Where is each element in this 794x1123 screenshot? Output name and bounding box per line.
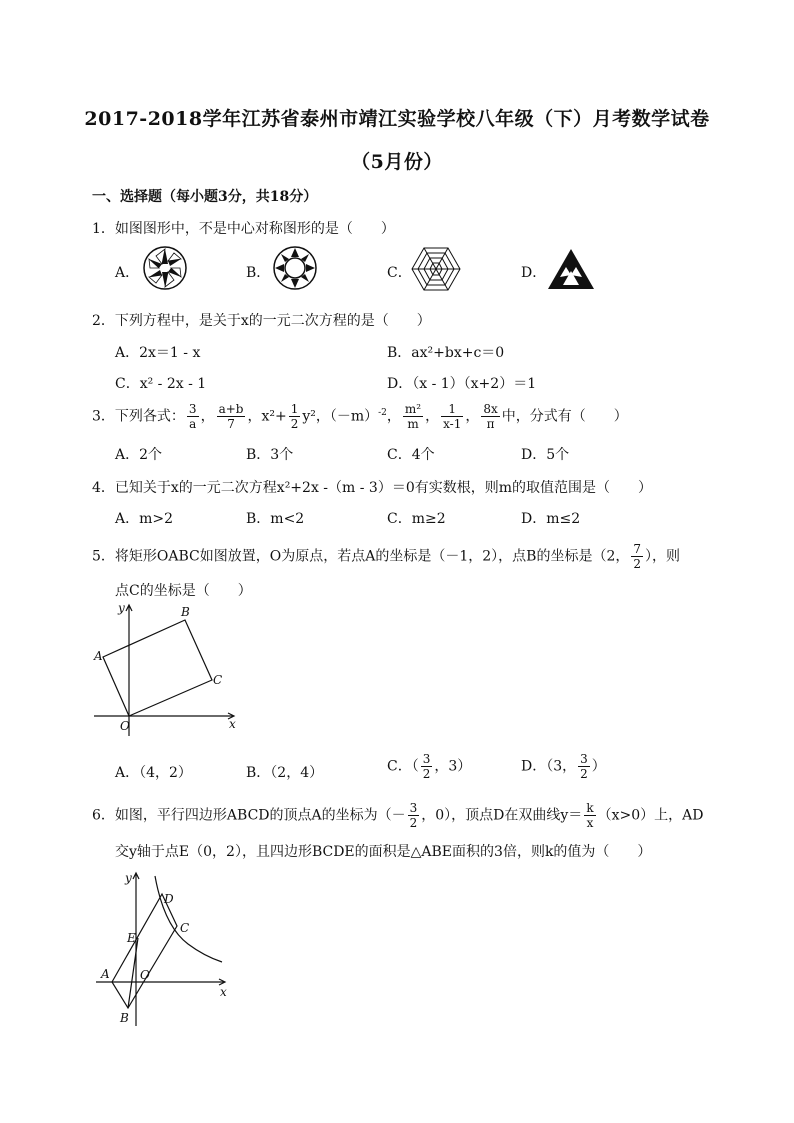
q5-label-y: y — [118, 601, 125, 615]
q5-option-d-pre: D．（3， — [521, 758, 577, 775]
q5-stem-b: ），则 — [645, 548, 680, 565]
q5-label-x: x — [229, 717, 236, 731]
q5-stem-a: 5．将矩形OABC如图放置，O为原点，若点A的坐标是（－1，2），点B的坐标是（2， — [92, 548, 630, 565]
question-3-stem: 3．下列各式： $\frac{3}{a}$ ， $\frac{a+b}{7}$ ，x²+ $\frac{1}{2}$ y²，$(-m)^{-2}$， $\frac{\text{m²}}{m}$ ， $\frac{1}{x-1}$ ， $\frac{8x}{\pi}$ 中，分式有（ ） — [92, 402, 628, 431]
q3-fraction-1 — [187, 402, 199, 431]
q6-hyperbola — [155, 876, 222, 962]
q6-fraction-2 — [584, 801, 595, 830]
q5-rectangle — [103, 620, 212, 716]
q5-frac-num: 7 — [633, 542, 641, 556]
document-title: 2017-2018学年江苏省泰州市靖江实验学校八年级（下）月考数学试卷 — [84, 108, 710, 130]
question-4-stem: 4．已知关于x的一元二次方程x²+2x -（m - 3）＝0有实数根，则m的取值范围是（ ） — [92, 480, 653, 496]
q6-label-c: C — [180, 921, 190, 935]
q3-f3-den: 2 — [290, 417, 299, 431]
q3-f1-den: a — [189, 417, 197, 431]
question-5-stem-line2: 点C的坐标是（ ） — [115, 583, 252, 599]
q5-fraction — [631, 542, 643, 571]
q6-label-a: A — [101, 967, 110, 981]
q1-option-a: A． — [115, 265, 140, 281]
q5-option-c-pre: C．（ — [387, 758, 419, 775]
q5-option-d-fraction — [578, 752, 590, 781]
q6-f1-num: 3 — [409, 801, 418, 815]
q6-f1-den: 2 — [409, 816, 418, 830]
q3-f2-den: 7 — [227, 417, 235, 431]
q3-exponent: -2 — [378, 407, 387, 418]
q3-f3-num: 1 — [290, 402, 299, 416]
q3-text-c: ， — [386, 408, 401, 425]
q5-option-c-post: ，3） — [434, 758, 472, 775]
q5-option-c — [387, 752, 471, 781]
q5-option-a: A．（4，2） — [115, 765, 192, 781]
question-6-stem — [92, 801, 703, 830]
q6-label-x: x — [220, 985, 227, 999]
q4-option-d: D．m≤2 — [521, 511, 581, 527]
q3-f5-den: x-1 — [443, 417, 462, 431]
q3-f6-den: π — [486, 417, 495, 431]
q5-label-c: C — [213, 673, 223, 687]
section-heading: 一、选择题（每小题3分，共18分） — [92, 189, 318, 205]
q3-text-a: ，x²+ — [247, 408, 287, 425]
q3-f2-num: a+b — [218, 402, 244, 416]
question-5-stem — [92, 542, 680, 571]
q5-option-d — [521, 752, 606, 781]
q1-figure-b-ring-icon — [272, 245, 318, 291]
q6-fraction-1 — [408, 801, 420, 830]
q6-f2-den: x — [586, 816, 594, 830]
q3-option-a: A．2个 — [115, 447, 163, 463]
q2-option-b: B．ax²+bx+c＝0 — [387, 345, 505, 361]
question-2-stem: 2．下列方程中，是关于x的一元二次方程的是（ ） — [92, 313, 431, 329]
q3-f6-num: 8x — [483, 402, 498, 416]
question-1-stem: 1．如图图形中，不是中心对称图形的是（ ） — [92, 221, 395, 237]
q5-option-b: B．（2，4） — [246, 765, 324, 781]
q3-f4-num: m² — [404, 402, 422, 416]
q3-option-b: B．3个 — [246, 447, 294, 463]
q5-c-frac-num: 3 — [422, 752, 431, 766]
q3-stem-prefix: 3．下列各式： — [92, 408, 185, 425]
q6-label-b: B — [120, 1011, 129, 1025]
q3-fraction-3 — [289, 402, 301, 431]
q4-option-b: B．m<2 — [246, 511, 305, 527]
q6-label-y: y — [125, 871, 132, 885]
q5-coordinate-figure — [88, 600, 248, 740]
q6-coordinate-figure — [92, 866, 252, 1032]
q3-fraction-5 — [441, 402, 463, 431]
q6-label-o: O — [140, 968, 150, 982]
q1-option-b: B． — [246, 265, 271, 281]
q4-option-a: A．m>2 — [115, 511, 174, 527]
q2-option-c: C．x² - 2x - 1 — [115, 376, 207, 392]
q6-parallelogram — [112, 894, 177, 1008]
q5-d-frac-den: 2 — [580, 767, 588, 781]
q6-f2-num: k — [586, 801, 594, 815]
q3-fraction-6 — [481, 402, 499, 431]
document-subtitle: （5月份） — [351, 151, 443, 173]
q3-option-d: D．5个 — [521, 447, 570, 463]
q3-f4-den: m — [407, 417, 419, 431]
q5-option-d-post: ） — [591, 758, 606, 775]
q5-label-b: B — [181, 605, 190, 619]
q1-option-c: C． — [387, 265, 412, 281]
q5-d-frac-num: 3 — [580, 752, 588, 766]
q5-frac-den: 2 — [633, 557, 641, 571]
q5-c-frac-den: 2 — [422, 767, 431, 781]
q6-label-e: E — [127, 931, 136, 945]
q3-fraction-4 — [403, 402, 423, 431]
q1-figure-a-star-icon — [142, 245, 188, 291]
q3-stem-suffix: 中，分式有（ ） — [501, 408, 628, 425]
q3-f1-num: 3 — [188, 402, 197, 416]
q6-stem-a: 6．如图，平行四边形ABCD的顶点A的坐标为（－ — [92, 807, 406, 824]
q1-figure-d-triangle-icon — [546, 247, 596, 291]
q6-stem-c: （x>0）上，AD — [597, 807, 704, 824]
q3-text-b: y²，（－m） — [302, 408, 379, 425]
q5-label-o: O — [120, 719, 130, 733]
q3-fraction-2 — [217, 402, 246, 431]
q4-option-c: C．m≥2 — [387, 511, 446, 527]
q1-figure-c-hexagon-icon — [410, 246, 462, 292]
q5-option-c-fraction — [421, 752, 433, 781]
q6-label-d: D — [164, 892, 174, 906]
q3-option-c: C．4个 — [387, 447, 435, 463]
q1-option-d: D． — [521, 265, 547, 281]
q2-option-a: A．2x＝1 - x — [115, 345, 201, 361]
q5-label-a: A — [94, 649, 103, 663]
q2-option-d: D．（x - 1）（x+2）＝1 — [387, 376, 537, 392]
q3-f5-num: 1 — [441, 402, 463, 417]
q6-stem-b: ，0），顶点D在双曲线y＝ — [421, 807, 583, 824]
question-6-stem-line2: 交y轴于点E（0，2），且四边形BCDE的面积是△ABE面积的3倍，则k的值为（ ） — [115, 844, 652, 860]
